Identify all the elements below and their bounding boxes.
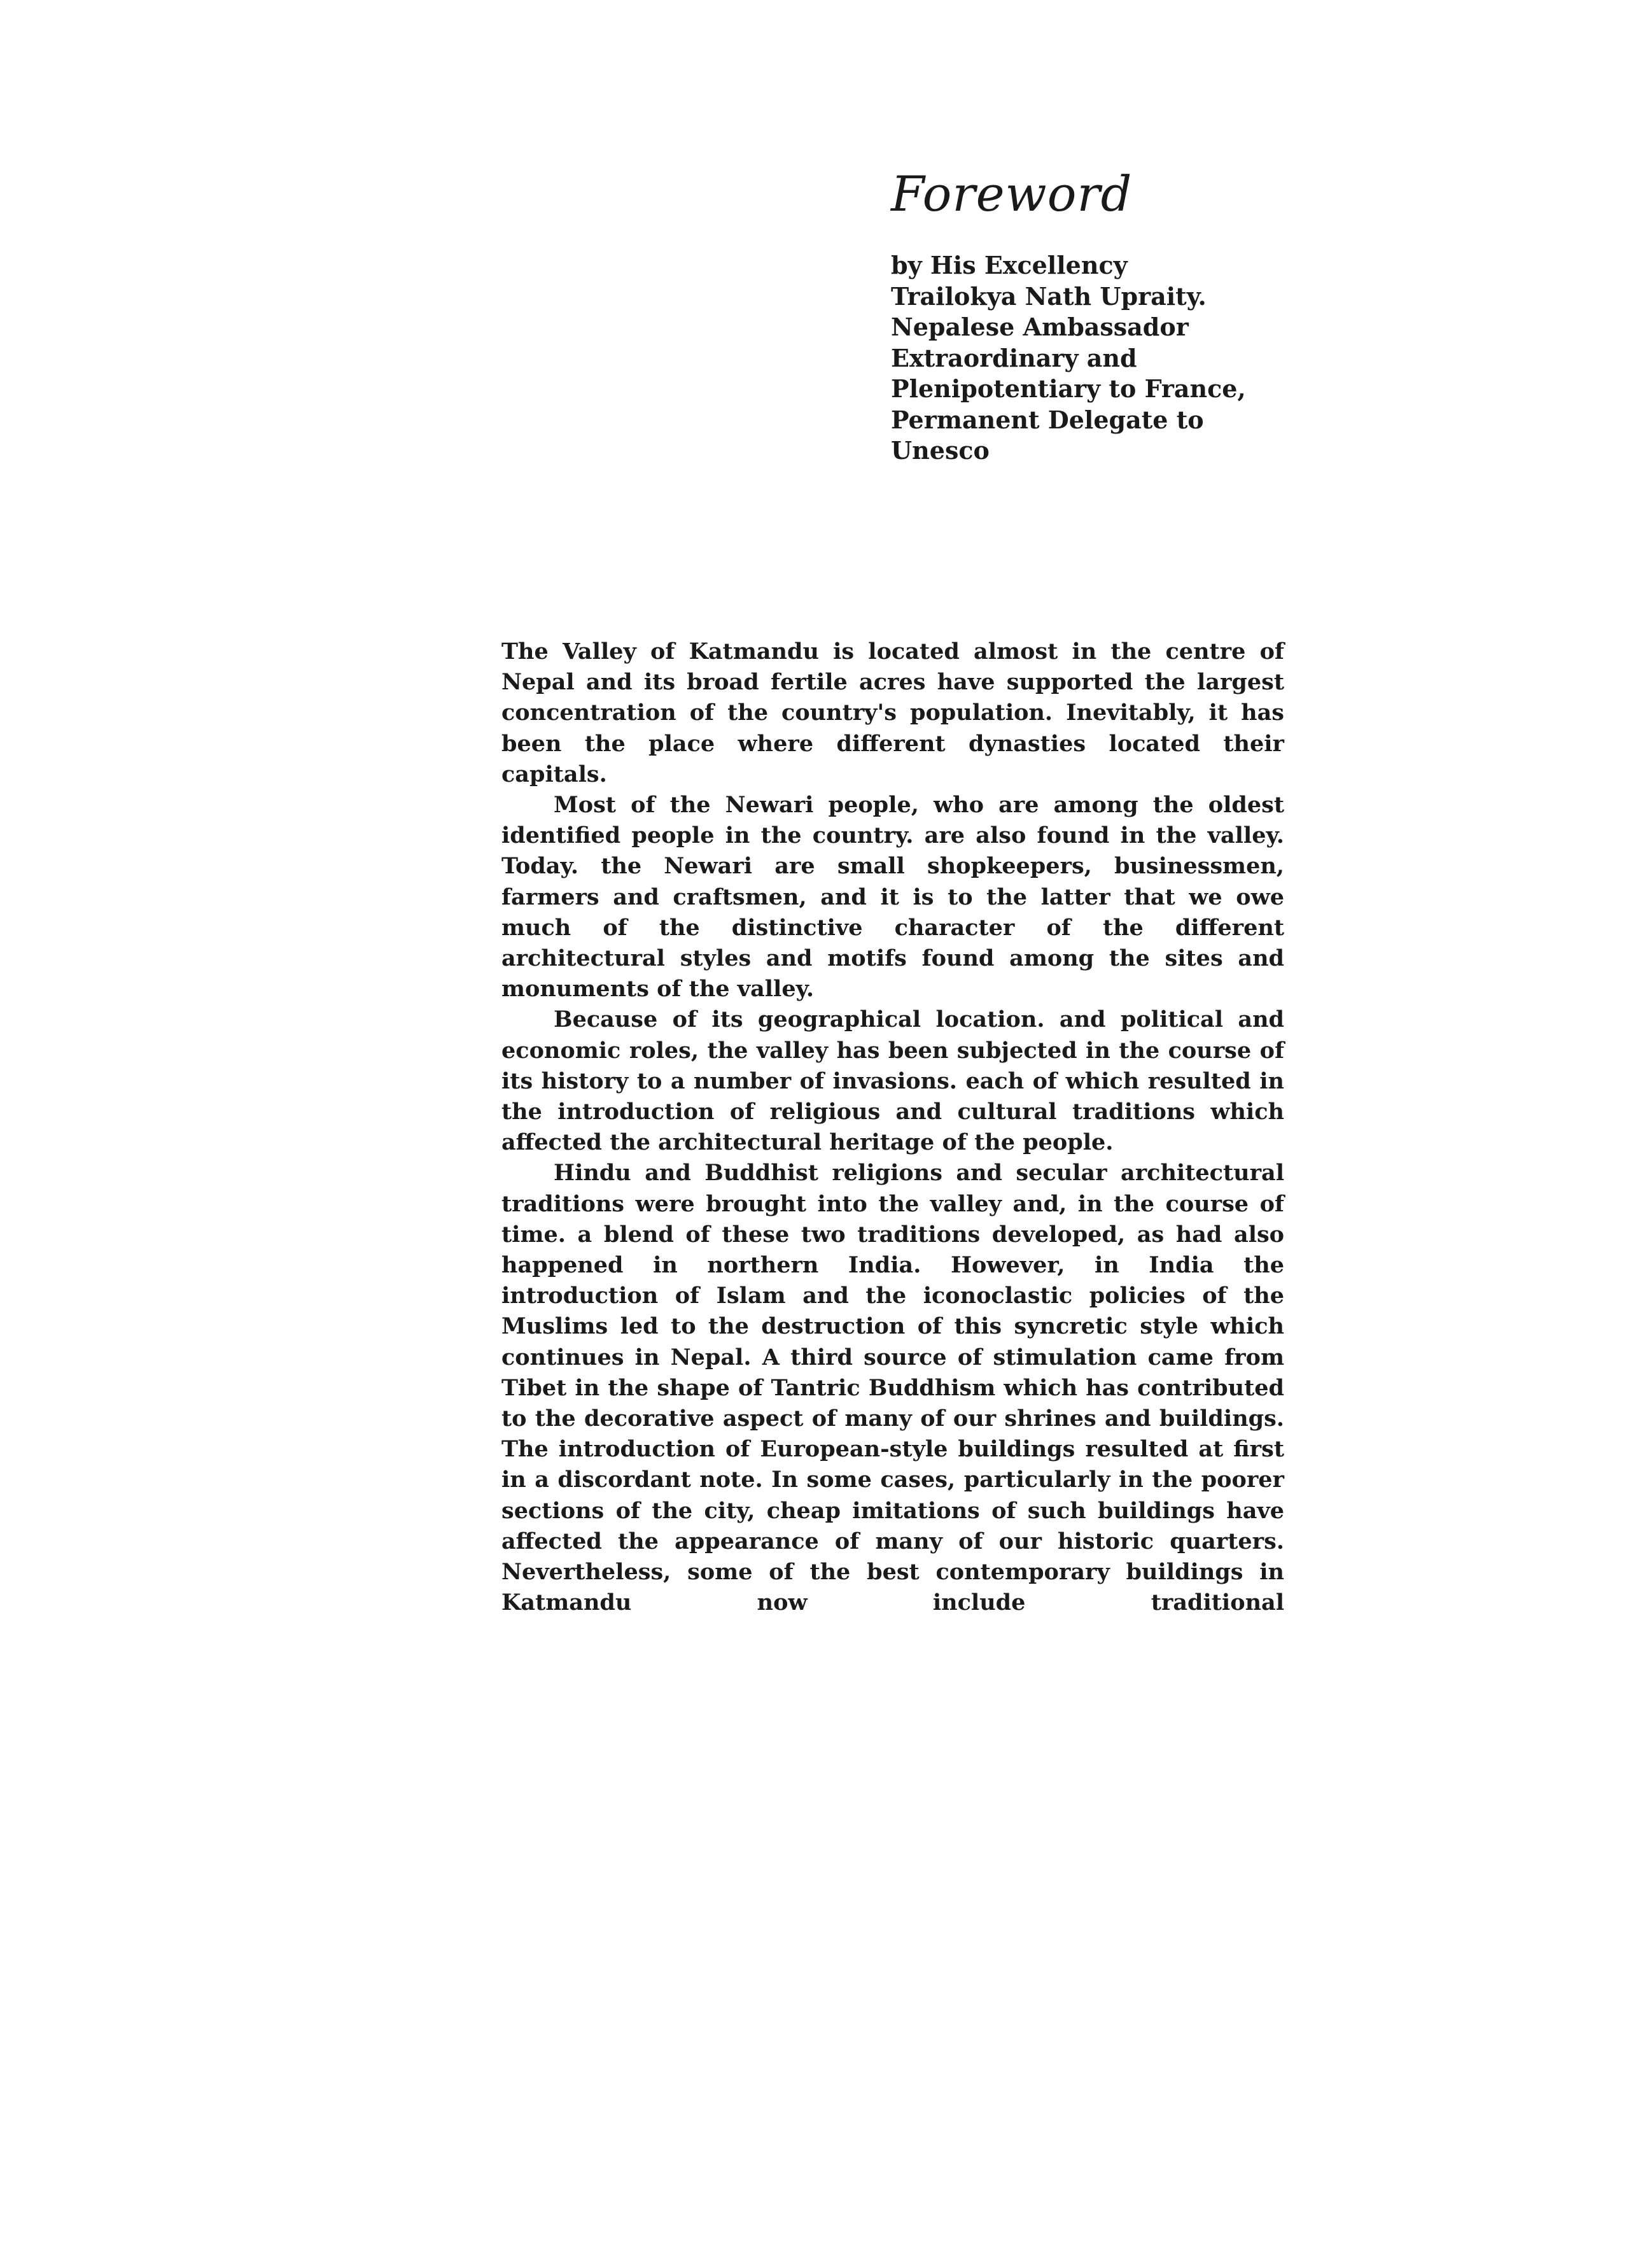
body-paragraph: Hindu and Buddhist religions and secular architectural traditions were brought into the valley and, in the course of time. a blend of these two traditions developed, as had also happened in northern India. However, in India the introduction of Islam and the iconoclastic policies of the Muslims led to the destruction of this syncretic style which continues in Nepal. A third source of stimulation came from Tibet in the shape of Tantric Buddhism which has contributed to the decorative aspect of many of our shrines and buildings. The introduction of European-style buildings resulted at first in a discordant note. In some cases, particularly in the poorer sections of the city, cheap imitations of such buildings have affected the appearance of many of our historic quarters. Nevertheless, some of the best contemporary buildings in Katmandu now include traditional <box>501 1160 1284 1616</box>
byline-line: Nepalese Ambassador <box>891 313 1189 341</box>
byline-line: Permanent Delegate to <box>891 405 1204 434</box>
foreword-header <box>891 162 1336 467</box>
byline-line: Unesco <box>891 436 990 465</box>
byline-line: by His Excellency <box>891 251 1128 279</box>
foreword-body <box>501 637 1284 1619</box>
byline-line: Extraordinary and <box>891 343 1137 372</box>
byline-line: Plenipotentiary to France, <box>891 374 1246 403</box>
body-paragraph: Most of the Newari people, who are among the oldest identified people in the country. are also found in the valley. Today. the Newari are small shopkeepers, businessmen, farmers and craftsmen, and it is to the latter that we owe much of the distinctive character of the different architectural styles and motifs found among the sites and monuments of the valley. <box>501 792 1284 1003</box>
author-byline <box>891 250 1336 467</box>
body-paragraph: Because of its geographical location. and political and economic roles, the valley has been subjected in the course of its history to a number of invasions. each of which resulted in the introduction of religious and cultural traditions which affected the architectural heritage of the people. <box>501 1006 1284 1156</box>
body-paragraph: The Valley of Katmandu is located almost in the centre of Nepal and its broad fertile acres have supported the largest concentration of the country's population. Inevitably, it has been the place where different dynasties located their capitals. <box>501 638 1284 787</box>
byline-line: Trailokya Nath Upraity. <box>891 281 1207 311</box>
page-title: Foreword <box>891 166 1133 222</box>
